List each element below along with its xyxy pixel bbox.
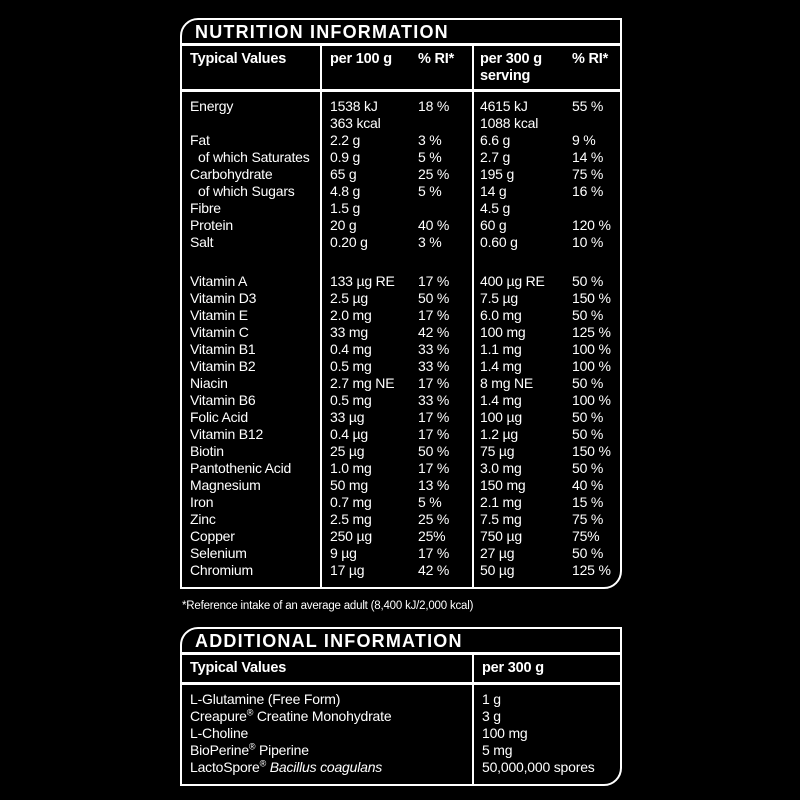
ri-per-300g: 50 % [572,409,604,425]
ri-per-100g: 13 % [418,477,450,493]
value-per-100g: 33 mg [330,324,368,340]
value-per-300g: 100 mg [480,324,526,340]
value-per-300g: 2.1 mg [480,494,522,510]
ingredient-value-per-300g: 100 mg [482,725,528,741]
nutrient-name: Energy [190,98,234,114]
nutrient-name: Selenium [190,545,247,561]
ingredient-name [182,691,470,708]
ri-per-300g: 55 % [572,98,604,114]
additional-information-table [180,627,622,786]
nutrition-row [182,341,620,358]
ri-per-100g: 50 % [418,290,450,306]
ri-per-300g: 10 % [572,234,604,250]
nutrition-row [182,273,620,290]
ingredient-value-per-300g: 50,000,000 spores [482,759,595,775]
ri-per-300g: 150 % [572,290,611,306]
additional-row [182,725,620,742]
ri-per-300g: 50 % [572,375,604,391]
ri-per-300g: 16 % [572,183,604,199]
ri-per-100g: 17 % [418,409,450,425]
nutrient-name: Protein [190,217,233,233]
ri-per-100g: 17 % [418,307,450,323]
ri-per-100g: 33 % [418,341,450,357]
ri-per-300g: 100 % [572,392,611,408]
ri-per-300g: 125 % [572,562,611,578]
value-per-100g: 17 µg [330,562,365,578]
nutrition-row [182,166,620,183]
value-per-300g: 400 µg RE [480,273,545,289]
nutrient-name: Vitamin B12 [190,426,264,442]
additional-row [182,759,620,776]
ri-per-100g [418,200,470,217]
ri-per-300g: 50 % [572,545,604,561]
value-per-100g: 1.5 g [330,200,361,216]
value-per-100g: 33 µg [330,409,365,425]
ri-per-300g: 50 % [572,273,604,289]
ingredient-name-part: Creapure [190,708,247,724]
ri-per-100g: 18 % [418,98,450,114]
value-per-300g: 1.2 µg [480,426,519,442]
value-per-300g: 750 µg [480,528,522,544]
additional-table-body [182,685,620,784]
nutrition-row [182,234,620,251]
nutrition-row [182,545,620,562]
ri-per-100g: 17 % [418,375,450,391]
column-divider [472,655,474,784]
nutrient-name: of which Saturates [198,149,310,165]
ri-per-300g: 75 % [572,511,604,527]
value-per-100g: 0.7 mg [330,494,372,510]
additional-row [182,708,620,725]
ri-per-300g [572,200,620,217]
value-per-300g: 14 g [480,183,507,199]
ri-per-100g: 25% [418,528,446,544]
value-per-300g: 3.0 mg [480,460,522,476]
value-per-100g: 2.0 mg [330,307,372,323]
registered-trademark-symbol: ® [246,708,254,718]
ingredient-name-part: LactoSpore [190,759,260,775]
ri-per-100g: 40 % [418,217,450,233]
nutrition-row [182,511,620,528]
nutrition-row [182,200,620,217]
value-per-300g: 0.60 g [480,234,518,250]
nutrition-row [182,290,620,307]
value-per-300g: 27 µg [480,545,515,561]
value-per-100g: 9 µg [330,545,357,561]
value-per-300g: 60 g [480,217,507,233]
ingredient-value-per-300g: 5 mg [482,742,513,758]
additional-table-title: ADDITIONAL INFORMATION [182,629,620,655]
value-per-100g: 2.2 g [330,132,361,148]
nutrient-name: Zinc [190,511,216,527]
nutrition-row [182,460,620,477]
ri-per-300g [572,115,620,132]
nutrition-row [182,392,620,409]
value-per-300g: 100 µg [480,409,522,425]
value-per-300g: 8 mg NE [480,375,534,391]
ri-per-100g: 42 % [418,324,450,340]
value-per-100g: 0.5 mg [330,358,372,374]
ri-per-300g: 15 % [572,494,604,510]
value-per-100g: 50 mg [330,477,368,493]
ri-per-300g: 14 % [572,149,604,165]
registered-trademark-symbol: ® [259,759,267,769]
value-per-100g: 0.4 mg [330,341,372,357]
value-per-300g: 6.0 mg [480,307,522,323]
ri-per-300g: 9 % [572,132,596,148]
nutrient-name: Pantothenic Acid [190,460,292,476]
nutrient-name: Salt [190,234,214,250]
spacer-row [182,251,620,273]
nutrient-name: Biotin [190,443,224,459]
nutrition-information-table [180,18,622,589]
nutrition-row [182,443,620,460]
value-per-300g: 7.5 mg [480,511,522,527]
nutrient-name: Folic Acid [190,409,248,425]
value-per-100g: 2.7 mg NE [330,375,395,391]
value-per-100g: 25 µg [330,443,365,459]
ri-per-100g: 17 % [418,460,450,476]
value-per-100g: 0.5 mg [330,392,372,408]
ri-per-300g: 100 % [572,341,611,357]
header-per-300g-serving: per 300 g serving [480,51,542,84]
value-per-300g: 6.6 g [480,132,511,148]
value-per-100g: 2.5 mg [330,511,372,527]
additional-row [182,742,620,759]
header-per-100g: per 100 g [330,51,392,67]
nutrient-name: Vitamin B2 [190,358,256,374]
nutrition-row [182,562,620,579]
nutrition-row [182,149,620,166]
nutrition-row [182,528,620,545]
ri-per-300g: 50 % [572,460,604,476]
nutrient-name: Chromium [190,562,253,578]
ri-per-300g: 75 % [572,166,604,182]
nutrition-row [182,132,620,149]
ri-per-300g: 100 % [572,358,611,374]
nutrition-row [182,183,620,200]
nutrient-name: Copper [190,528,235,544]
ri-per-300g: 75% [572,528,600,544]
value-per-300g: 150 mg [480,477,526,493]
value-per-100g: 65 g [330,166,357,182]
reference-intake-footnote: *Reference intake of an average adult (8,400 kJ/2,000 kcal) [182,600,474,612]
value-per-300g: 1.1 mg [480,341,522,357]
nutrition-row [182,494,620,511]
nutrition-table-title: NUTRITION INFORMATION [182,20,620,46]
ingredient-name [182,742,470,759]
ingredient-name-part: Bacillus coagulans [269,759,383,775]
value-per-300g: 4.5 g [480,200,511,216]
ri-per-100g: 33 % [418,358,450,374]
ri-per-100g: 50 % [418,443,450,459]
ingredient-value-per-300g: 3 g [482,708,501,724]
header-typical-values: Typical Values [190,51,287,67]
ri-per-100g: 5 % [418,183,442,199]
nutrient-name: Vitamin A [190,273,248,289]
ri-per-100g: 25 % [418,166,450,182]
ri-per-100g: 17 % [418,426,450,442]
ingredient-name-part: Piperine [255,742,309,758]
header-per-300g: per 300 g [482,660,544,676]
header-typical-values: Typical Values [190,660,287,676]
ri-per-100g: 5 % [418,494,442,510]
nutrient-name: Vitamin B1 [190,341,256,357]
ingredient-name-part: Creatine Monohydrate [253,708,392,724]
value-per-300g: 1.4 mg [480,358,522,374]
value-per-300g: 75 µg [480,443,515,459]
value-per-300g: 7.5 µg [480,290,519,306]
value-per-100g: 363 kcal [330,115,381,131]
ri-per-100g: 17 % [418,273,450,289]
ri-per-300g: 125 % [572,324,611,340]
value-per-100g: 1.0 mg [330,460,372,476]
ri-per-300g: 150 % [572,443,611,459]
column-divider-1 [320,46,322,587]
nutrition-row [182,358,620,375]
value-per-100g: 250 µg [330,528,372,544]
ingredient-name-part: BioPerine [190,742,249,758]
ri-per-100g [418,115,470,132]
nutrition-row [182,375,620,392]
nutrient-name: Fibre [190,200,221,216]
ri-per-300g: 40 % [572,477,604,493]
nutrient-name: Iron [190,494,214,510]
value-per-100g: 0.20 g [330,234,368,250]
ri-per-100g: 33 % [418,392,450,408]
ingredient-name [182,725,470,742]
additional-table-header-row [182,655,620,685]
nutrition-row [182,324,620,341]
value-per-100g: 2.5 µg [330,290,369,306]
ri-per-300g: 120 % [572,217,611,233]
nutrient-name: Vitamin B6 [190,392,256,408]
ri-per-100g: 17 % [418,545,450,561]
ingredient-value-per-300g: 1 g [482,691,501,707]
value-per-100g: 20 g [330,217,357,233]
nutrient-name: Carbohydrate [190,166,273,182]
nutrition-row [182,409,620,426]
value-per-300g: 2.7 g [480,149,511,165]
ri-per-100g: 3 % [418,132,442,148]
value-per-100g: 4.8 g [330,183,361,199]
ingredient-name [182,759,470,776]
ri-per-100g: 42 % [418,562,450,578]
additional-row [182,691,620,708]
value-per-300g: 1.4 mg [480,392,522,408]
ingredient-name-part: L-Choline [190,725,249,741]
nutrition-row [182,115,620,132]
nutrient-name: Niacin [190,375,228,391]
value-per-100g: 0.9 g [330,149,361,165]
nutrition-row [182,217,620,234]
nutrition-row [182,98,620,115]
ri-per-300g: 50 % [572,307,604,323]
nutrition-table-header-row [182,46,620,92]
nutrient-name: Vitamin C [190,324,249,340]
ingredient-name-part: L-Glutamine (Free Form) [190,691,341,707]
value-per-100g: 133 µg RE [330,273,395,289]
value-per-300g: 1088 kcal [480,115,539,131]
nutrition-row [182,426,620,443]
ri-per-100g: 3 % [418,234,442,250]
ri-per-100g: 5 % [418,149,442,165]
nutrient-name: Magnesium [190,477,261,493]
value-per-100g: 0.4 µg [330,426,369,442]
header-ri-300g: % RI* [572,51,609,67]
nutrient-name [182,115,318,132]
nutrient-name: of which Sugars [198,183,295,199]
value-per-300g: 195 g [480,166,515,182]
header-ri-100g: % RI* [418,51,455,67]
value-per-300g: 4615 kJ [480,98,528,114]
nutrient-name: Fat [190,132,210,148]
nutrition-table-body [182,92,620,587]
ri-per-100g: 25 % [418,511,450,527]
nutrient-name: Vitamin E [190,307,248,323]
ri-per-300g: 50 % [572,426,604,442]
nutrient-name: Vitamin D3 [190,290,257,306]
nutrition-row [182,307,620,324]
registered-trademark-symbol: ® [248,742,256,752]
value-per-100g: 1538 kJ [330,98,378,114]
value-per-300g: 50 µg [480,562,515,578]
column-divider-2 [472,46,474,587]
ingredient-name [182,708,470,725]
nutrition-row [182,477,620,494]
